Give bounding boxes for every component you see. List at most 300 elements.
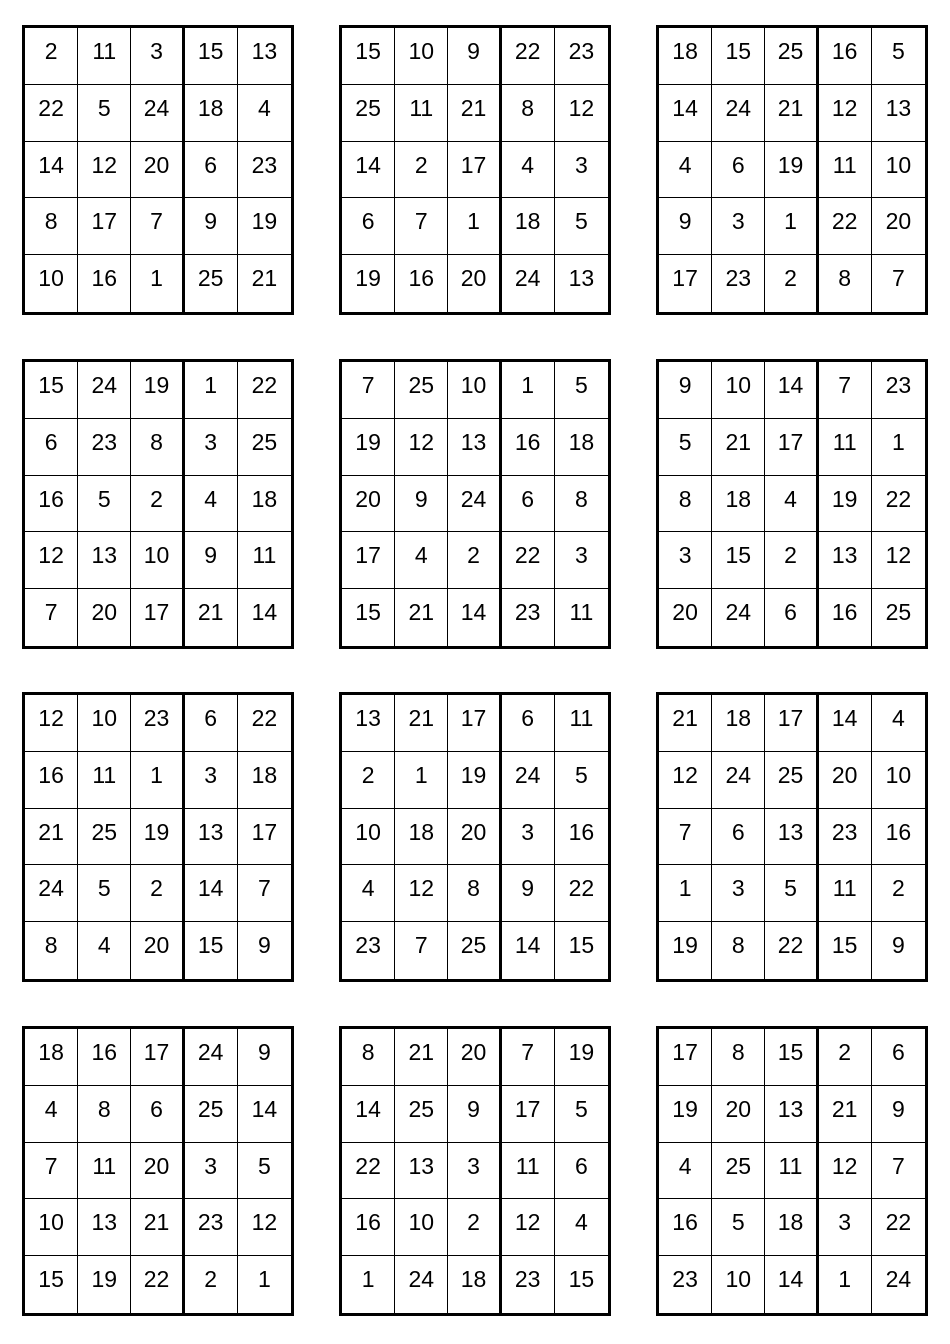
grid-cell: 11 <box>238 532 291 589</box>
grid-cell: 18 <box>238 476 291 533</box>
grid-cell: 12 <box>25 532 78 589</box>
grid-cell: 25 <box>395 362 448 419</box>
grid-cell: 25 <box>78 809 131 866</box>
grid-cell: 8 <box>712 1029 765 1086</box>
grid-cell: 8 <box>448 865 501 922</box>
grid-cell: 7 <box>25 1143 78 1200</box>
grid-cell: 21 <box>448 85 501 142</box>
grid-cell: 8 <box>659 476 712 533</box>
grid-cell: 4 <box>765 476 818 533</box>
grid-cell: 22 <box>238 362 291 419</box>
grid-cell: 25 <box>712 1143 765 1200</box>
grid-cell: 18 <box>555 419 608 476</box>
grid-cell: 8 <box>342 1029 395 1086</box>
grid-cell: 16 <box>78 255 131 312</box>
grid-cell: 10 <box>395 1199 448 1256</box>
grid-cell: 6 <box>185 695 238 752</box>
grid-cell: 18 <box>659 28 712 85</box>
grid-cell: 23 <box>872 362 925 419</box>
grid-cell: 24 <box>185 1029 238 1086</box>
grid-cell: 22 <box>238 695 291 752</box>
grid-cell: 22 <box>819 198 872 255</box>
grid-cell: 15 <box>25 1256 78 1313</box>
grid-cell: 1 <box>131 255 184 312</box>
grid-cell: 11 <box>395 85 448 142</box>
grid-cell: 4 <box>342 865 395 922</box>
grid-cell: 15 <box>712 28 765 85</box>
grid-cell: 8 <box>25 198 78 255</box>
grid-cell: 10 <box>872 752 925 809</box>
grid-cell: 12 <box>395 419 448 476</box>
grid-cell: 16 <box>819 28 872 85</box>
grid-cell: 12 <box>78 142 131 199</box>
grid-cell: 24 <box>131 85 184 142</box>
grid-cell: 22 <box>502 28 555 85</box>
grid-cell: 11 <box>819 142 872 199</box>
grid-cell: 21 <box>185 589 238 646</box>
grid-cell: 15 <box>25 362 78 419</box>
grid-cell: 22 <box>872 476 925 533</box>
grid-cell: 15 <box>819 922 872 979</box>
grid-cell: 23 <box>502 1256 555 1313</box>
grid-cell: 23 <box>238 142 291 199</box>
grid-cell: 20 <box>131 1143 184 1200</box>
grid-cell: 7 <box>342 362 395 419</box>
grid-cell: 17 <box>502 1086 555 1143</box>
grid-cell: 19 <box>659 922 712 979</box>
grid-cell: 5 <box>555 362 608 419</box>
grid-cell: 1 <box>342 1256 395 1313</box>
number-grid <box>656 692 928 982</box>
grid-cell: 16 <box>25 752 78 809</box>
grid-cell: 11 <box>78 28 131 85</box>
grid-cell: 23 <box>659 1256 712 1313</box>
grid-cell: 3 <box>185 1143 238 1200</box>
number-grid <box>339 359 611 649</box>
grid-cell: 3 <box>819 1199 872 1256</box>
grid-cell: 20 <box>712 1086 765 1143</box>
grid-cell: 14 <box>502 922 555 979</box>
grid-cell: 23 <box>502 589 555 646</box>
grid-cell: 2 <box>185 1256 238 1313</box>
grid-cell: 14 <box>251 599 278 626</box>
grid-cell: 11 <box>78 752 131 809</box>
grid-cell: 2 <box>872 865 925 922</box>
grid-cell: 6 <box>25 419 78 476</box>
number-grid <box>22 359 294 649</box>
grid-cell: 25 <box>765 752 818 809</box>
grid-cell: 3 <box>555 142 608 199</box>
grid-cell: 19 <box>659 1086 712 1143</box>
grid-cell: 13 <box>185 809 238 866</box>
grid-cell: 7 <box>872 1143 925 1200</box>
grid-cell: 20 <box>131 922 184 979</box>
grid-cell: 6 <box>185 142 238 199</box>
number-grid <box>656 1026 928 1316</box>
grid-cell: 17 <box>238 809 291 866</box>
grid-cell: 14 <box>25 142 78 199</box>
grid-cell: 7 <box>395 198 448 255</box>
grid-cell: 1 <box>819 1256 872 1313</box>
number-grid <box>656 359 928 649</box>
grid-cell: 3 <box>712 865 765 922</box>
grid-cell: 16 <box>659 1199 712 1256</box>
number-grid <box>22 1026 294 1316</box>
grid-cell: 3 <box>555 532 608 589</box>
grid-cell: 5 <box>78 476 131 533</box>
grid-cell: 17 <box>78 198 131 255</box>
grid-cell: 13 <box>765 809 818 866</box>
grid-cell: 21 <box>819 1086 872 1143</box>
grid-cell: 18 <box>502 198 555 255</box>
grid-cell: 10 <box>712 362 765 419</box>
grid-cell: 4 <box>238 85 291 142</box>
grid-cell: 11 <box>819 865 872 922</box>
grid-cell: 2 <box>395 142 448 199</box>
grid-cell: 12 <box>395 865 448 922</box>
grid-cell: 15 <box>568 1266 595 1293</box>
grid-cell: 22 <box>25 85 78 142</box>
grid-cell: 7 <box>819 362 872 419</box>
grid-cell: 16 <box>78 1029 131 1086</box>
grid-cell: 12 <box>238 1199 291 1256</box>
grid-cell: 16 <box>872 809 925 866</box>
grid-cell: 10 <box>395 28 448 85</box>
grid-cell: 4 <box>659 142 712 199</box>
grid-cell: 13 <box>238 28 291 85</box>
grid-cell: 1 <box>131 752 184 809</box>
grid-cell: 7 <box>131 198 184 255</box>
grid-cell: 10 <box>872 142 925 199</box>
grid-cell: 3 <box>659 532 712 589</box>
grid-cell: 8 <box>131 419 184 476</box>
grid-cell: 21 <box>765 85 818 142</box>
grid-cell: 8 <box>712 922 765 979</box>
grid-cell: 10 <box>25 255 78 312</box>
grid-cell: 1 <box>395 752 448 809</box>
grid-cell: 9 <box>872 1086 925 1143</box>
grid-cell: 1 <box>185 362 238 419</box>
number-grid <box>339 25 611 315</box>
grid-cell: 23 <box>555 28 608 85</box>
grid-cell: 4 <box>502 142 555 199</box>
grid-cell: 5 <box>555 752 608 809</box>
grid-cell: 5 <box>765 865 818 922</box>
grid-cell: 20 <box>448 1029 501 1086</box>
grid-cell: 12 <box>819 1143 872 1200</box>
grid-cell: 23 <box>819 809 872 866</box>
grid-cell: 15 <box>765 1029 818 1086</box>
grid-cell: 5 <box>238 1143 291 1200</box>
grid-cell: 2 <box>448 532 501 589</box>
grid-cell: 16 <box>395 255 448 312</box>
grid-cell: 13 <box>342 695 395 752</box>
grid-cell: 20 <box>78 589 131 646</box>
grid-cell: 6 <box>872 1029 925 1086</box>
grid-cell: 18 <box>712 695 765 752</box>
grid-cell: 15 <box>568 932 595 959</box>
grid-cell: 16 <box>342 1199 395 1256</box>
grid-cell: 7 <box>502 1029 555 1086</box>
grid-cell: 10 <box>342 809 395 866</box>
grid-cell: 24 <box>502 752 555 809</box>
grid-cell: 6 <box>342 198 395 255</box>
grid-cell: 14 <box>765 362 818 419</box>
grid-cell: 9 <box>238 1029 291 1086</box>
grid-cell: 18 <box>765 1199 818 1256</box>
grid-cell: 6 <box>131 1086 184 1143</box>
grid-cell: 24 <box>712 589 765 646</box>
grid-cell: 6 <box>712 809 765 866</box>
grid-cell: 2 <box>342 752 395 809</box>
grid-cell: 1 <box>502 362 555 419</box>
grid-cell: 7 <box>395 922 448 979</box>
grid-cell: 17 <box>131 1029 184 1086</box>
grid-cell: 19 <box>555 1029 608 1086</box>
grid-cell: 25 <box>765 28 818 85</box>
grid-cell: 7 <box>892 265 905 292</box>
number-grid <box>22 692 294 982</box>
grid-cell: 15 <box>712 532 765 589</box>
grid-cell: 3 <box>448 1143 501 1200</box>
grid-cell: 4 <box>872 695 925 752</box>
grid-cell: 25 <box>185 1086 238 1143</box>
grid-cell: 20 <box>819 752 872 809</box>
grid-cell: 8 <box>78 1086 131 1143</box>
grid-cell: 4 <box>395 532 448 589</box>
grid-cell: 16 <box>502 419 555 476</box>
grid-cell: 14 <box>238 1086 291 1143</box>
grid-cell: 15 <box>185 28 238 85</box>
grid-cell: 24 <box>885 1266 912 1293</box>
grid-cell: 8 <box>25 922 78 979</box>
grid-cell: 21 <box>25 809 78 866</box>
grid-cell: 20 <box>342 476 395 533</box>
grid-cell: 9 <box>659 198 712 255</box>
grid-cell: 20 <box>131 142 184 199</box>
grid-cell: 10 <box>712 1256 765 1313</box>
grid-cell: 9 <box>258 932 271 959</box>
grid-cell: 7 <box>238 865 291 922</box>
grid-cell: 23 <box>185 1199 238 1256</box>
grid-cell: 24 <box>712 752 765 809</box>
grid-cell: 20 <box>659 589 712 646</box>
grid-cell: 14 <box>342 142 395 199</box>
grid-cell: 17 <box>765 695 818 752</box>
grid-cell: 1 <box>258 1266 271 1293</box>
grid-cell: 6 <box>502 476 555 533</box>
grid-cell: 9 <box>659 362 712 419</box>
grid-cell: 14 <box>448 589 501 646</box>
grid-cell: 4 <box>25 1086 78 1143</box>
grid-cell: 11 <box>502 1143 555 1200</box>
grid-cell: 19 <box>342 255 395 312</box>
grid-cell: 22 <box>502 532 555 589</box>
grid-cell: 12 <box>25 695 78 752</box>
grid-cell: 2 <box>765 532 818 589</box>
grid-cell: 23 <box>78 419 131 476</box>
grid-cell: 1 <box>872 419 925 476</box>
grid-cell: 19 <box>819 476 872 533</box>
grid-cell: 9 <box>185 532 238 589</box>
grid-cell: 5 <box>555 198 608 255</box>
grid-cell: 22 <box>342 1143 395 1200</box>
grid-cell: 2 <box>765 255 818 312</box>
grid-cell: 13 <box>78 532 131 589</box>
grid-cell: 12 <box>659 752 712 809</box>
grid-cell: 3 <box>185 752 238 809</box>
grid-cell: 18 <box>712 476 765 533</box>
grid-cell: 17 <box>448 695 501 752</box>
grid-cell: 22 <box>872 1199 925 1256</box>
grid-cell: 14 <box>185 865 238 922</box>
grid-cell: 21 <box>712 419 765 476</box>
grid-cell: 9 <box>395 476 448 533</box>
grid-cell: 3 <box>712 198 765 255</box>
grid-cell: 1 <box>765 198 818 255</box>
grid-cell: 2 <box>131 865 184 922</box>
grid-cell: 10 <box>131 532 184 589</box>
grid-cell: 25 <box>395 1086 448 1143</box>
grid-cell: 13 <box>78 1199 131 1256</box>
grid-cell: 14 <box>659 85 712 142</box>
grid-cell: 6 <box>502 695 555 752</box>
grid-cell: 16 <box>819 589 872 646</box>
grid-cell: 13 <box>395 1143 448 1200</box>
grid-cell: 4 <box>555 1199 608 1256</box>
grid-cell: 24 <box>25 865 78 922</box>
grid-cell: 21 <box>395 1029 448 1086</box>
grid-cell: 2 <box>25 28 78 85</box>
grid-cell: 15 <box>342 28 395 85</box>
grid-cell: 17 <box>659 255 712 312</box>
grid-cell: 17 <box>448 142 501 199</box>
grid-cell: 3 <box>502 809 555 866</box>
grid-cell: 17 <box>342 532 395 589</box>
grid-cell: 4 <box>659 1143 712 1200</box>
grid-cell: 10 <box>448 362 501 419</box>
grid-cell: 10 <box>78 695 131 752</box>
grid-cell: 13 <box>568 265 595 292</box>
grid-cell: 4 <box>185 476 238 533</box>
grid-cell: 5 <box>78 865 131 922</box>
grid-cell: 7 <box>25 589 78 646</box>
grid-cell: 19 <box>448 752 501 809</box>
grid-cell: 13 <box>872 85 925 142</box>
grid-cell: 13 <box>448 419 501 476</box>
grid-cell: 9 <box>448 28 501 85</box>
grid-cell: 24 <box>395 1256 448 1313</box>
grid-cell: 18 <box>448 1256 501 1313</box>
grid-cell: 5 <box>555 1086 608 1143</box>
grid-cell: 16 <box>25 476 78 533</box>
grid-cell: 8 <box>555 476 608 533</box>
grid-cell: 19 <box>78 1256 131 1313</box>
grid-cell: 25 <box>238 419 291 476</box>
grid-cell: 17 <box>131 589 184 646</box>
grid-cell: 20 <box>448 809 501 866</box>
grid-cell: 25 <box>342 85 395 142</box>
grid-cell: 19 <box>131 809 184 866</box>
grid-cell: 23 <box>342 922 395 979</box>
grid-cell: 2 <box>819 1029 872 1086</box>
grid-cell: 5 <box>712 1199 765 1256</box>
grid-cell: 17 <box>765 419 818 476</box>
grid-cell: 24 <box>78 362 131 419</box>
grid-cell: 23 <box>712 255 765 312</box>
grid-cell: 24 <box>712 85 765 142</box>
grid-cell: 5 <box>872 28 925 85</box>
grid-cell: 9 <box>502 865 555 922</box>
number-grid <box>339 1026 611 1316</box>
grid-cell: 1 <box>659 865 712 922</box>
grid-cell: 6 <box>765 589 818 646</box>
grid-cell: 11 <box>765 1143 818 1200</box>
number-grid <box>339 692 611 982</box>
grid-cell: 6 <box>555 1143 608 1200</box>
grid-cell: 11 <box>78 1143 131 1200</box>
grid-cell: 14 <box>342 1086 395 1143</box>
grid-cell: 25 <box>185 255 238 312</box>
grid-cell: 17 <box>659 1029 712 1086</box>
grid-cell: 3 <box>185 419 238 476</box>
grid-cell: 24 <box>448 476 501 533</box>
grid-cell: 11 <box>819 419 872 476</box>
grid-cell: 16 <box>555 809 608 866</box>
grid-cell: 24 <box>502 255 555 312</box>
grid-cell: 22 <box>131 1256 184 1313</box>
grid-cell: 9 <box>185 198 238 255</box>
grid-cell: 21 <box>395 695 448 752</box>
grid-cell: 13 <box>765 1086 818 1143</box>
grid-cell: 5 <box>659 419 712 476</box>
grid-cell: 9 <box>448 1086 501 1143</box>
grid-cell: 6 <box>712 142 765 199</box>
grid-cell: 15 <box>342 589 395 646</box>
grid-cell: 19 <box>131 362 184 419</box>
grid-cell: 20 <box>448 255 501 312</box>
grid-cell: 2 <box>448 1199 501 1256</box>
grid-cell: 11 <box>569 599 594 626</box>
grid-cell: 23 <box>131 695 184 752</box>
grid-cell: 22 <box>765 922 818 979</box>
grid-cell: 22 <box>555 865 608 922</box>
grid-cell: 18 <box>238 752 291 809</box>
grid-cell: 18 <box>25 1029 78 1086</box>
grid-cell: 8 <box>502 85 555 142</box>
grid-cell: 2 <box>131 476 184 533</box>
grid-cell: 12 <box>872 532 925 589</box>
grid-cell: 19 <box>342 419 395 476</box>
grid-cell: 19 <box>238 198 291 255</box>
grid-cell: 9 <box>892 932 905 959</box>
grid-cell: 13 <box>819 532 872 589</box>
grid-cell: 14 <box>765 1256 818 1313</box>
grid-cell: 5 <box>78 85 131 142</box>
grid-cell: 20 <box>872 198 925 255</box>
grid-cell: 3 <box>131 28 184 85</box>
grid-cell: 15 <box>185 922 238 979</box>
grid-cell: 21 <box>659 695 712 752</box>
grid-cell: 14 <box>819 695 872 752</box>
grid-cell: 7 <box>659 809 712 866</box>
grid-cell: 12 <box>555 85 608 142</box>
grid-cell: 25 <box>448 922 501 979</box>
grid-cell: 8 <box>819 255 872 312</box>
grid-cell: 21 <box>251 265 278 292</box>
grid-cell: 19 <box>765 142 818 199</box>
grid-cell: 21 <box>131 1199 184 1256</box>
